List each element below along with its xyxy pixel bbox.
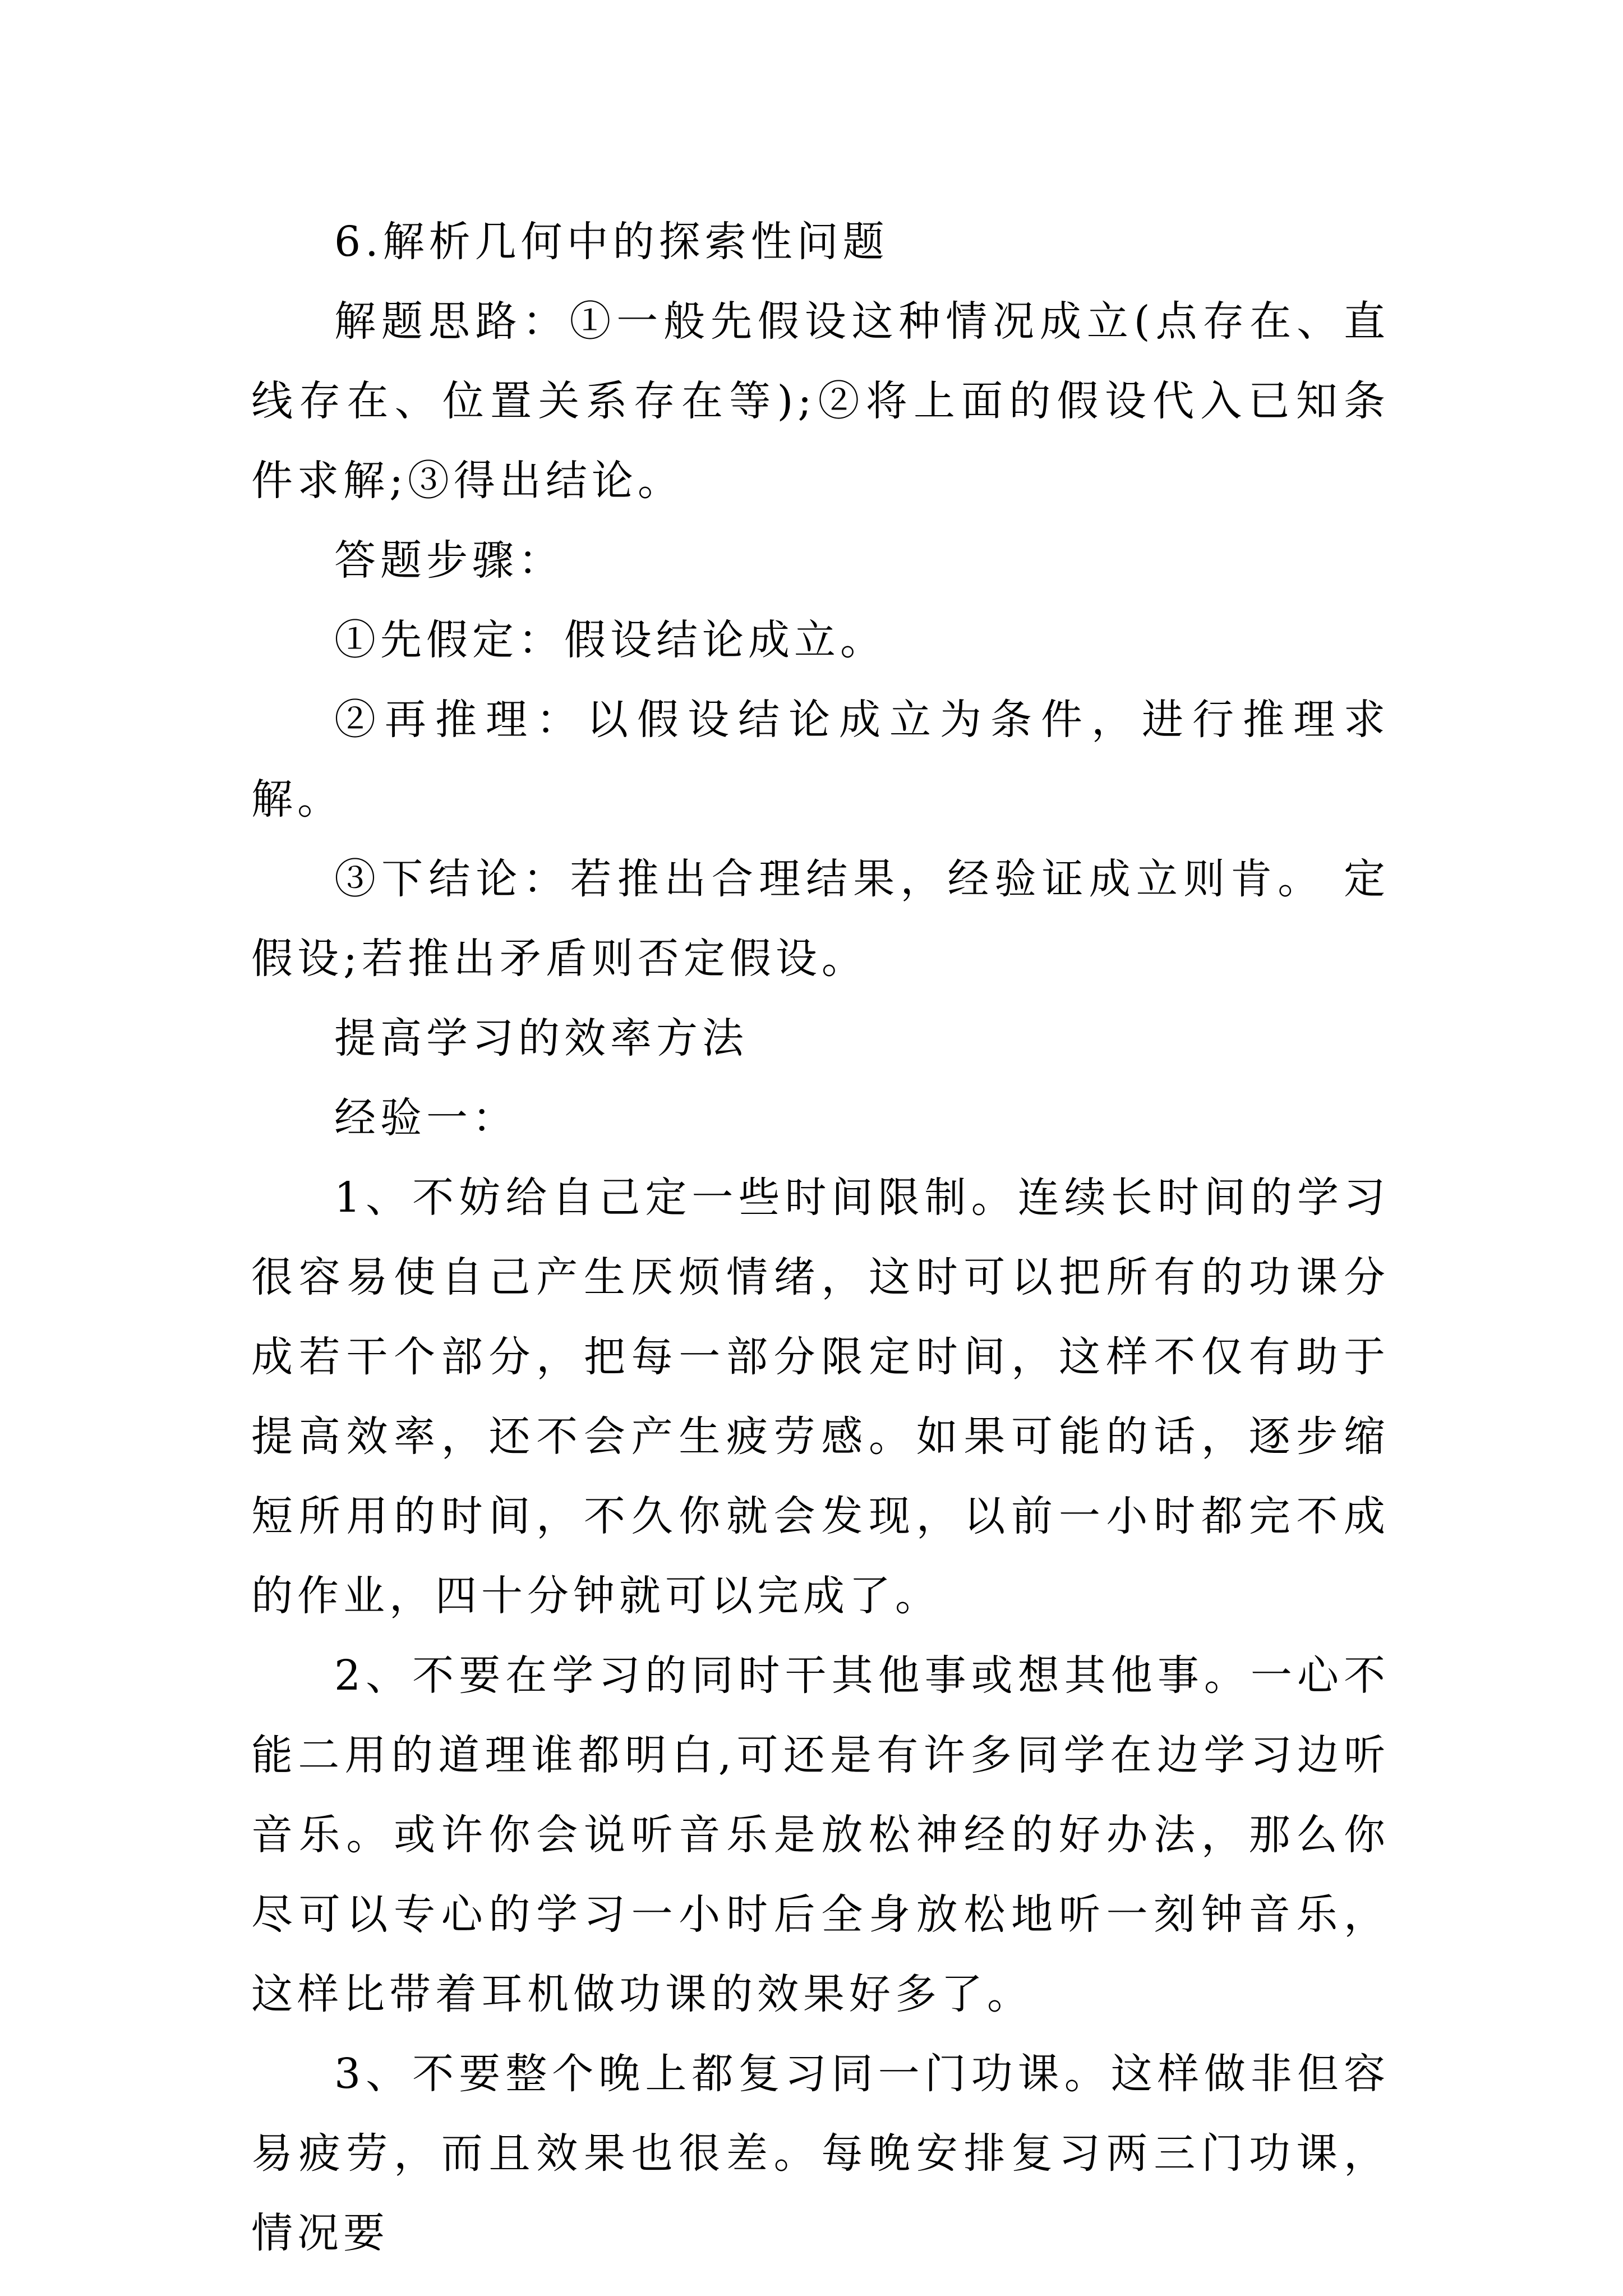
section-heading-exploratory-problems: 6.解析几何中的探索性问题: [334, 218, 889, 266]
experience-one-label: 经验一：: [334, 1094, 518, 1142]
step-conclude: ③下结论：若推出合理结果，经验证成立则肯。 定假设;若推出矛盾则否定假设。: [251, 855, 1390, 983]
section-heading-study-efficiency: 提高学习的效率方法: [334, 1014, 748, 1062]
step-reason: ②再推理：以假设结论成立为条件，进行推理求解。: [251, 696, 1390, 823]
tip-3-paragraph: 3、不要整个晚上都复习同一门功课。这样做非但容易疲劳，而且效果也很差。每晚安排复习两三门功课，情况要: [251, 2050, 1390, 2257]
document-page: [251, 202, 1390, 2273]
solution-approach-paragraph: 解题思路：①一般先假设这种情况成立(点存在、直线存在、位置关系存在等);②将上面的假设代入已知条件求解;③得出结论。: [251, 297, 1390, 505]
answer-steps-label: 答题步骤：: [334, 536, 564, 585]
tip-2-paragraph: 2、不要在学习的同时干其他事或想其他事。一心不能二用的道理谁都明白,可还是有许多同学在边学习边听音乐。或许你会说听音乐是放松神经的好办法，那么你尽可以专心的学习一小时后全身放松地听一刻钟音乐，这样比带着耳机做功课的效果好多了。: [251, 1651, 1390, 2018]
step-assume: ①先假定：假设结论成立。: [334, 616, 886, 664]
tip-1-paragraph: 1、不妨给自己定一些时间限制。连续长时间的学习很容易使自己产生厌烦情绪，这时可以把所有的功课分成若干个部分，把每一部分限定时间，这样不仅有助于提高效率，还不会产生疲劳感。如果可能的话，逐步缩短所用的时间，不久你就会发现，以前一小时都完不成的作业，四十分钟就可以完成了。: [251, 1174, 1390, 1620]
